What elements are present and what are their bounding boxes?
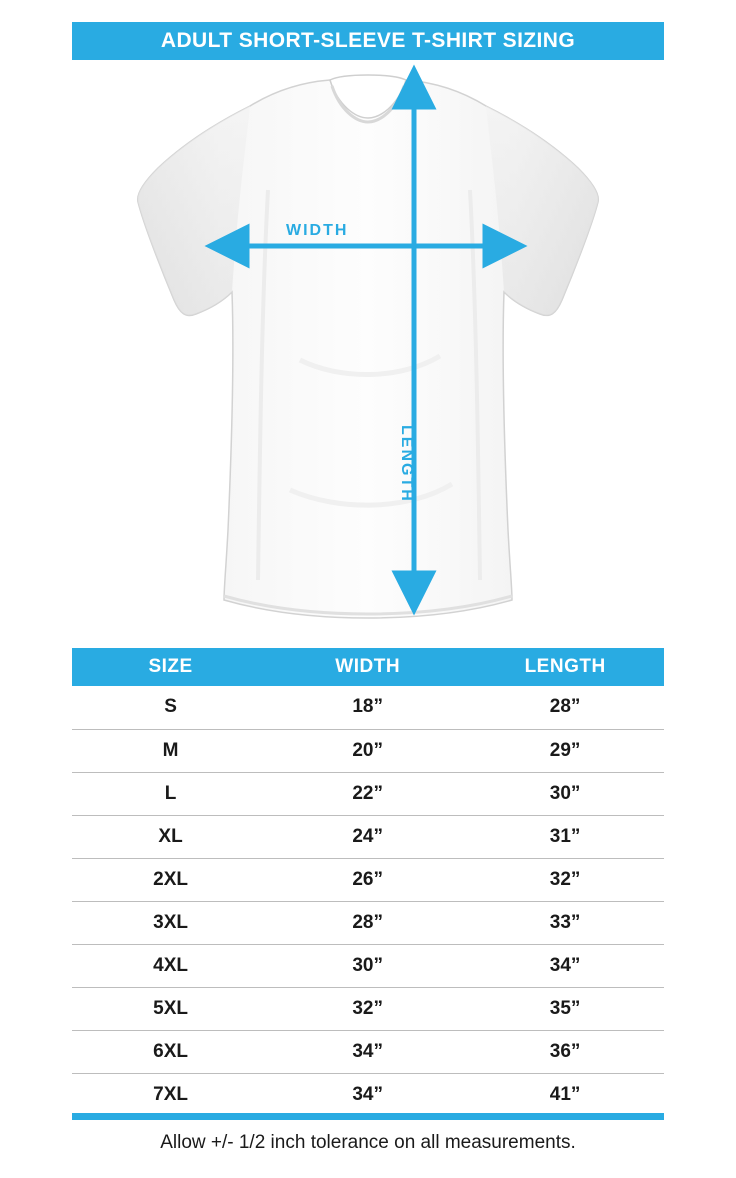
table-row	[72, 944, 664, 987]
cell-width: 34”	[269, 1030, 466, 1073]
cell-length: 41”	[549, 1083, 581, 1105]
table-row	[72, 1073, 664, 1116]
cell-size: L	[72, 772, 269, 815]
cell-size: 4XL	[72, 944, 269, 987]
cell-length: 30”	[466, 772, 664, 815]
table-row	[72, 1030, 664, 1073]
cell-width: 28”	[269, 901, 466, 944]
table-row	[72, 815, 664, 858]
cell-length: 33”	[466, 901, 664, 944]
cell-size: 3XL	[72, 901, 269, 944]
cell-width: 24”	[269, 815, 466, 858]
tolerance-note: Allow +/- 1/2 inch tolerance on all measurements.	[160, 1132, 576, 1153]
table-row	[72, 729, 664, 772]
cell-length: 28”	[466, 686, 664, 729]
cell-size: 6XL	[72, 1030, 269, 1073]
size-table	[72, 648, 664, 1116]
cell-length: 34”	[466, 944, 664, 987]
column-header-width: WIDTH	[269, 648, 466, 686]
cell-length: 36”	[466, 1030, 664, 1073]
cell-size: S	[72, 686, 269, 729]
cell-length: 29”	[466, 729, 664, 772]
cell-width: 34”	[352, 1083, 383, 1105]
cell-size: 5XL	[72, 987, 269, 1030]
table-row	[72, 858, 664, 901]
cell-width: 22”	[269, 772, 466, 815]
cell-size: XL	[72, 815, 269, 858]
table-header-row	[72, 648, 664, 686]
table-row	[72, 772, 664, 815]
cell-length: 32”	[466, 858, 664, 901]
header-banner	[72, 22, 664, 60]
bottom-divider	[72, 1113, 664, 1120]
width-dimension-label: WIDTH	[286, 222, 349, 239]
cell-size: 7XL	[153, 1083, 188, 1105]
cell-width: 20”	[269, 729, 466, 772]
shirt-diagram	[0, 60, 736, 638]
cell-width: 18”	[269, 686, 466, 729]
column-header-size: SIZE	[72, 648, 269, 686]
cell-length: 31”	[466, 815, 664, 858]
cell-size: M	[72, 729, 269, 772]
table-row	[72, 686, 664, 729]
length-dimension-label: LENGTH	[398, 425, 415, 503]
cell-width: 26”	[269, 858, 466, 901]
tshirt-illustration	[0, 60, 736, 638]
cell-size: 2XL	[72, 858, 269, 901]
cell-width: 32”	[269, 987, 466, 1030]
table-row	[72, 901, 664, 944]
cell-width: 30”	[269, 944, 466, 987]
cell-length: 35”	[466, 987, 664, 1030]
page-title: ADULT SHORT-SLEEVE T-SHIRT SIZING	[160, 29, 576, 52]
column-header-length: LENGTH	[466, 648, 664, 686]
table-row	[72, 987, 664, 1030]
